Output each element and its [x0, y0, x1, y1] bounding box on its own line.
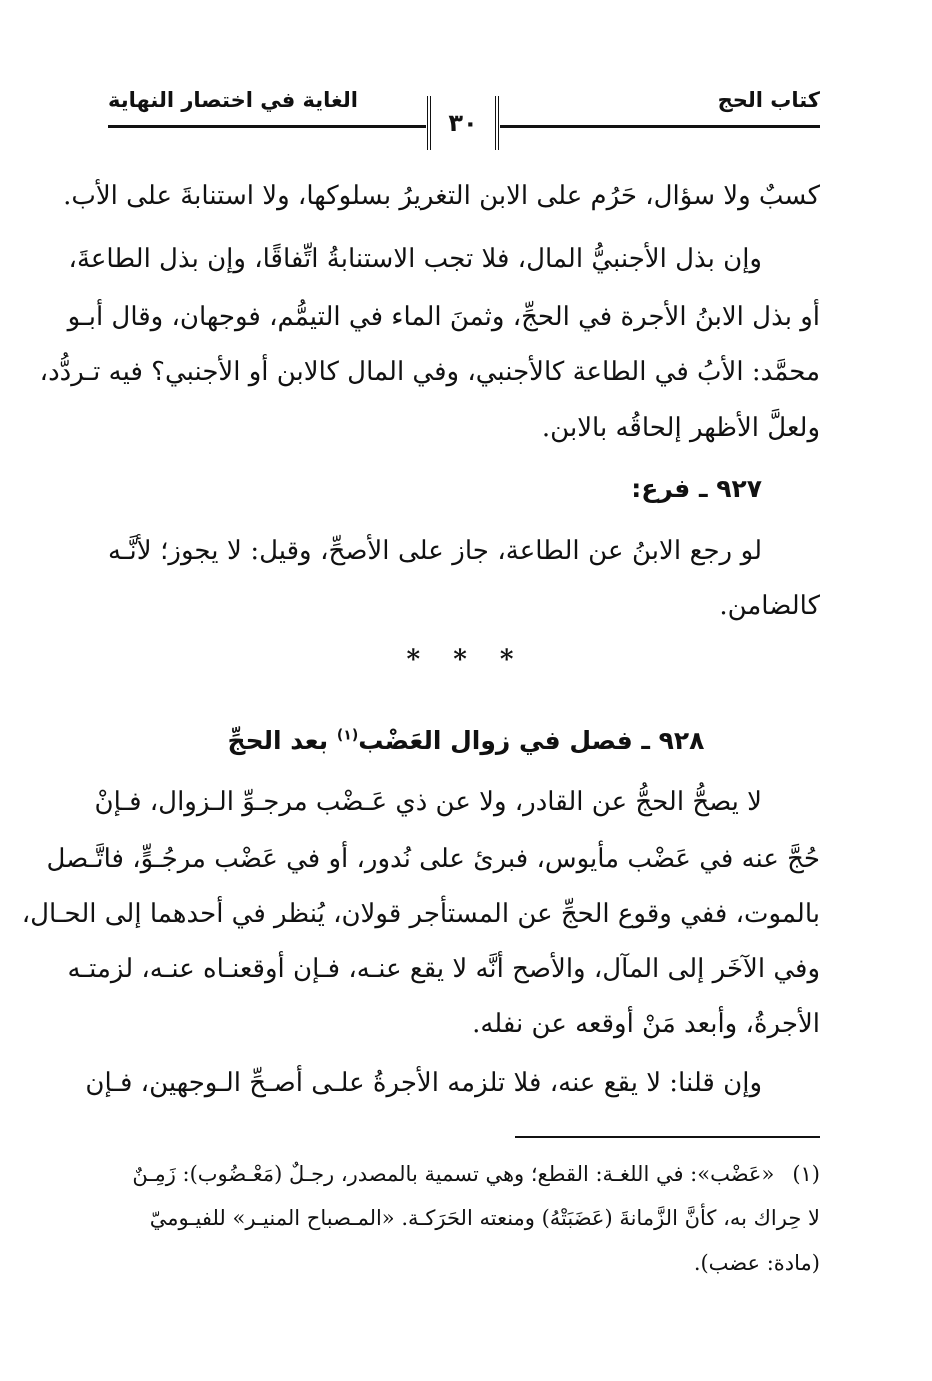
heading-text-tail: بعد الحجِّ: [227, 726, 337, 755]
footnote-text: «عَضْب»: في اللغـة: القطع؛ وهي تسمية بالمصدر، رجـلٌ (مَعْـضُوب): زَمِـنٌ: [132, 1162, 775, 1186]
footnote-line: (مادة: عضب).: [693, 1251, 820, 1275]
footnote-ref: (١): [336, 727, 359, 744]
text-line: الأجرةُ، وأبعد مَنْ أوقعه عن نفله.: [472, 1009, 820, 1039]
section-heading-928: [0, 716, 932, 766]
footnote-number: (١): [792, 1162, 820, 1186]
text-line: حُجَّ عنه في عَضْب مأيوس، فبرئ على نُدور، أو في عَضْب مرجُـوٍّ، فاتَّـصل: [46, 844, 820, 874]
header-rule-left: [108, 125, 426, 128]
text-line: ولعلَّ الأظهر إلحاقُه بالابن.: [541, 413, 820, 443]
heading-text: ٩٢٨ ـ فصل في زوال العَضْب: [358, 726, 705, 755]
text-line: كالضامن.: [719, 591, 820, 621]
footnote-line: لا حِراك به، كأنَّ الزَّمانةَ (عَضَبَتْهُ) ومنعته الحَرَكـة. «المـصباح المنيـر» للفيـوميّ: [149, 1206, 820, 1230]
running-header-book-title: الغاية في اختصار النهاية: [108, 88, 358, 112]
text-line: أو بذل الابنُ الأجرة في الحجِّ، وثمنَ الماء في التيمُّم، فوجهان، وقال أبـو: [67, 302, 820, 332]
section-heading-927: ٩٢٧ ـ فرع:: [631, 474, 762, 503]
text-line: وإن بذل الأجنبيُّ المال، فلا تجب الاستنابةُ اتِّفاقًا، وإن بذل الطاعةَ،: [68, 244, 762, 274]
text-line: لو رجع الابنُ عن الطاعة، جاز على الأصحِّ، وقيل: لا يجوز؛ لأنَّـه: [108, 536, 762, 566]
running-header-chapter: كتاب الحج: [717, 88, 820, 112]
text-line: لا يصحُّ الحجُّ عن القادر، ولا عن ذي عَـضْب مرجـوِّ الـزوال، فـإنْ: [94, 787, 762, 817]
section-separator: * * *: [406, 645, 526, 675]
text-line: كسبٌ ولا سؤال، حَرُم على الابن التغريرُ بسلوكها، ولا استنابةَ على الأب.: [63, 181, 820, 211]
text-line: وإن قلنا: لا يقع عنه، فلا تلزمه الأجرةُ علـى أصـحِّ الـوجهين، فـإن: [85, 1068, 762, 1098]
footnote-line: [108, 1154, 820, 1194]
text-line: وفي الآخَر إلى المآل، والأصح أنَّه لا يقع عنـه، فـإن أوقعنـاه عنـه، لزمتـه: [67, 954, 820, 984]
header-rule-right: [500, 125, 820, 128]
text-line: محمَّد: الأبُ في الطاعة كالأجنبي، وفي المال كالابن أو الأجنبي؟ فيه تـردُّد،: [39, 357, 820, 387]
footnote-rule: [515, 1136, 820, 1138]
page-number: ٣٠: [427, 96, 499, 150]
text-line: بالموت، ففي وقوع الحجِّ عن المستأجر قولان، يُنظر في أحدهما إلى الحـال،: [21, 899, 820, 929]
